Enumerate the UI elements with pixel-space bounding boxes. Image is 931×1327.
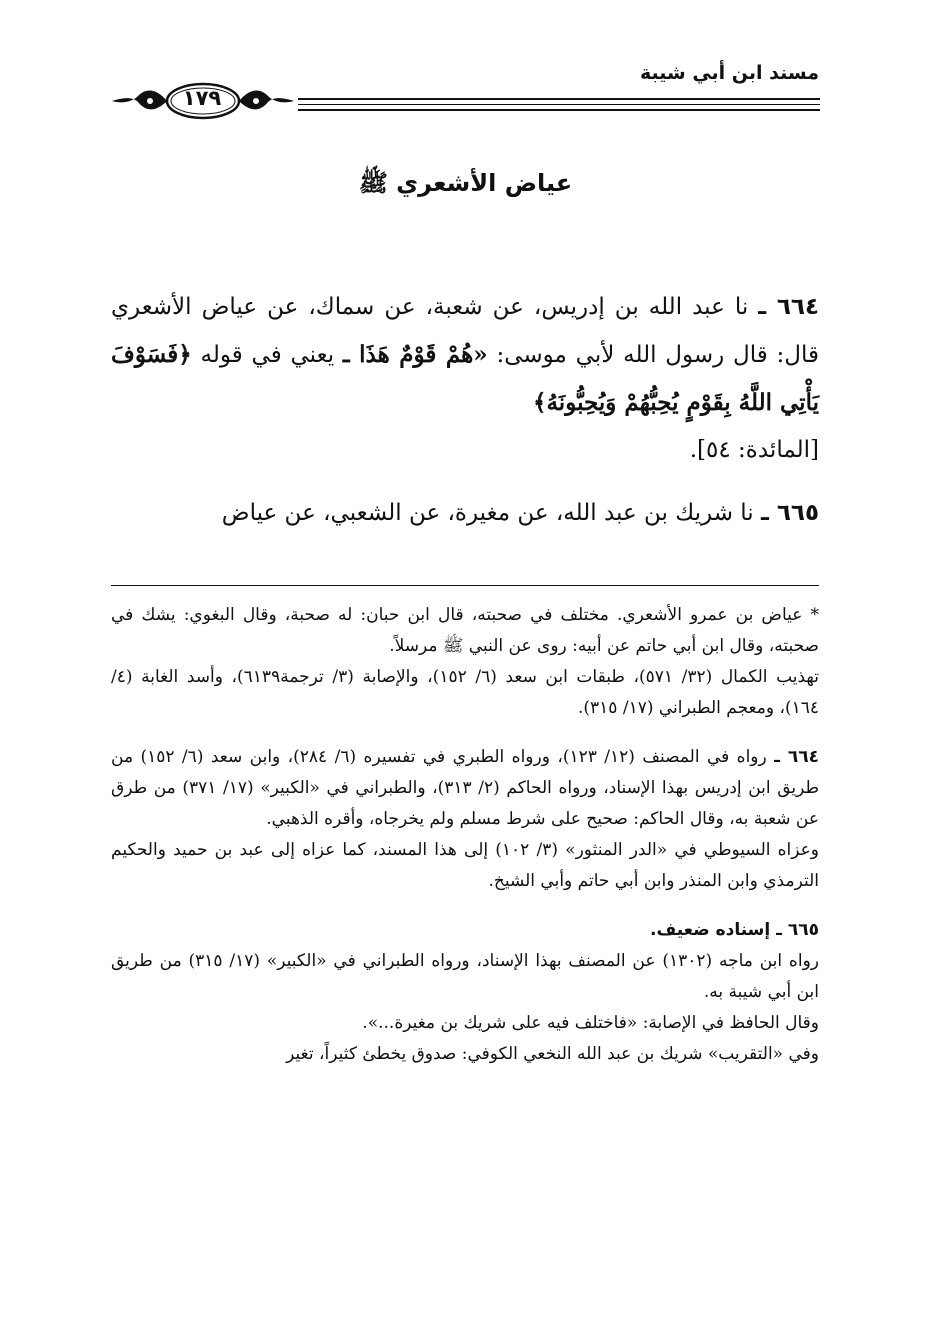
footnote-665-b: وقال الحافظ في الإصابة: «فاختلف فيه على شريك بن مغيرة...».: [362, 1013, 819, 1033]
hadith-number: ٦٦٥ ـ: [761, 500, 819, 526]
running-header-title: مسند ابن أبي شيبة: [639, 62, 819, 84]
hadith-quote: «هُمْ قَوْمٌ هَذَا ـ: [342, 341, 488, 368]
header-rules: [298, 98, 820, 115]
footnote-665-c: وفي «التقريب» شريك بن عبد الله النخعي الكوفي: صدوق يخطئ كثيراً، تغير: [286, 1044, 819, 1064]
footnote-sources: تهذيب الكمال (٣٢/ ٥٧١)، طبقات ابن سعد (٦/ ١٥٢)، والإصابة (٣/ ترجمة٦١٣٩)، وأسد الغابة (٤/ ١٦٤)، ومعجم الطبراني (١٧/ ٣١٥).: [111, 667, 819, 718]
chapter-title: عياض الأشعري ﷺ: [358, 169, 573, 197]
page-number: ١٧٩: [182, 86, 222, 110]
footnote-665-heading: [111, 915, 819, 946]
hadith-text: نا عبد الله بن إدريس، عن شعبة، عن سماك، عن عياض الأشعري قال: قال رسول الله لأبي موسى:: [111, 294, 820, 368]
footnote-text: رواه في المصنف (١٢/ ١٢٣)، ورواه الطبري في تفسيره (٦/ ٢٨٤)، وابن سعد (٦/ ١٥٢) من طريق ابن إدريس بهذا الإسناد، ورواه الحاكم (٢/ ٣١٣)، والطبراني في «الكبير» (١٧/ ٣٧١) من طرق عن شعبة به، وقال الحاكم: صحيح على شرط مسلم ولم يخرجاه، وأقره الذهبي.: [111, 747, 820, 829]
footnote-divider: [111, 585, 819, 586]
footnote-number: ٦٦٤ ـ: [774, 747, 820, 767]
hadith-text: نا شريك بن عبد الله، عن مغيرة، عن الشعبي، عن عياض: [221, 500, 761, 526]
footnote-biography: * عياض بن عمرو الأشعري. مختلف في صحبته، قال ابن حبان: له صحبة، وقال البغوي: يشك في صحبته، وقال ابن أبي حاتم عن أبيه: روى عن النبي ﷺ مرسلاً.: [111, 605, 819, 656]
hadith-number: ٦٦٤ ـ: [758, 294, 819, 320]
footnotes: [111, 600, 819, 1070]
quran-verse: ﴿فَسَوْفَ يَأْتِي اللَّهُ بِقَوْمٍ يُحِبُّهُمْ وَيُحِبُّونَهُ﴾: [111, 341, 819, 416]
hadith-text: يعني في قوله: [191, 342, 343, 368]
main-text: [111, 284, 819, 537]
footnote-number: ٦٦٥ ـ إسناده ضعيف.: [650, 920, 819, 940]
footnote-664: [111, 742, 819, 835]
hadith-664: [111, 284, 819, 474]
verse-reference: [المائدة: ٥٤].: [689, 437, 819, 463]
footnote-664-more: وعزاه السيوطي في «الدر المنثور» (٣/ ١٠٢) إلى هذا المسند، كما عزاه إلى عبد بن حميد والحكيم الترمذي وابن المنذر وابن أبي حاتم وأبي الشيخ.: [111, 840, 819, 891]
hadith-665: [111, 490, 819, 537]
footnote-665-a: رواه ابن ماجه (١٣٠٢) عن المصنف بهذا الإسناد، ورواه الطبراني في «الكبير» (١٧/ ٣١٥) من طريق ابن أبي شيبة به.: [111, 951, 819, 1002]
